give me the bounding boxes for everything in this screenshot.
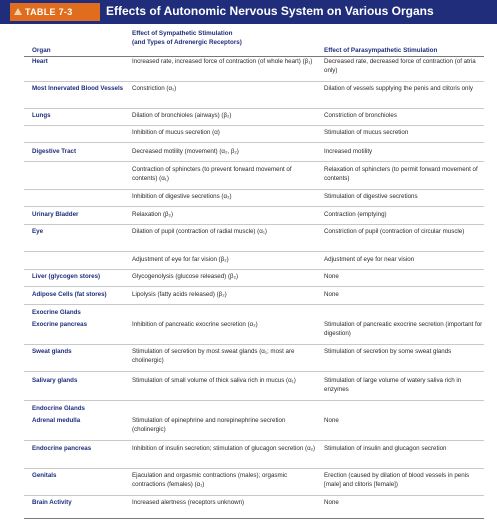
parasympathetic-cell: Stimulation of insulin and glucagon secretion bbox=[324, 445, 447, 452]
sympathetic-cell: Inhibition of digestive secretions (α₂) bbox=[132, 193, 232, 200]
parasympathetic-cell: Increased motility bbox=[324, 148, 373, 155]
table-row bbox=[24, 148, 484, 162]
table-row bbox=[24, 291, 484, 305]
row-divider bbox=[24, 440, 484, 441]
table-row bbox=[24, 273, 484, 287]
sympathetic-cell: Constriction (α₁) bbox=[132, 85, 177, 92]
parasympathetic-cell: None bbox=[324, 417, 339, 424]
table-row bbox=[24, 112, 484, 126]
table-title: Effects of Autonomic Nervous System on Various Organs bbox=[106, 4, 434, 18]
organ-cell: Genitals bbox=[32, 472, 57, 479]
row-divider bbox=[24, 304, 484, 305]
parasympathetic-cell: Decreased rate, decreased force of contraction (of atria only) bbox=[324, 58, 476, 74]
column-header-sympathetic-line1: Effect of Sympathetic Stimulation bbox=[132, 30, 233, 37]
table-row bbox=[24, 417, 484, 441]
table-row bbox=[24, 321, 484, 345]
sympathetic-cell: Decreased motility (movement) (α₂, β₂) bbox=[132, 148, 239, 155]
table-row bbox=[24, 211, 484, 225]
sympathetic-cell: Ejaculation and orgasmic contractions (males); orgasmic contractions (females) (α₁) bbox=[132, 472, 288, 488]
row-divider bbox=[24, 81, 484, 82]
group-heading: Endocrine Glands bbox=[32, 405, 85, 412]
row-divider bbox=[24, 161, 484, 162]
parasympathetic-cell: None bbox=[324, 273, 339, 280]
sympathetic-cell: Lipolysis (fatty acids released) (β₂) bbox=[132, 291, 227, 298]
row-divider bbox=[24, 251, 484, 252]
row-divider bbox=[24, 400, 484, 401]
sympathetic-cell: Stimulation of secretion by most sweat glands (α₁; most are cholinergic) bbox=[132, 348, 295, 364]
sympathetic-cell: Stimulation of small volume of thick saliva rich in mucus (α₁) bbox=[132, 377, 296, 384]
parasympathetic-cell: Adjustment of eye for near vision bbox=[324, 256, 415, 263]
table-row bbox=[24, 58, 484, 82]
row-divider bbox=[24, 468, 484, 469]
sympathetic-cell: Contraction of sphincters (to prevent forward movement of contents) (α₁) bbox=[132, 166, 292, 182]
table-row bbox=[24, 85, 484, 109]
sympathetic-cell: Dilation of pupil (contraction of radial muscle) (α₁) bbox=[132, 228, 267, 235]
row-divider bbox=[24, 286, 484, 287]
triangle-icon bbox=[14, 8, 22, 15]
organ-cell: Sweat glands bbox=[32, 348, 72, 355]
sympathetic-cell: Glycogenolysis (glucose released) (β₂) bbox=[132, 273, 239, 280]
row-divider bbox=[24, 189, 484, 190]
organ-cell: Adrenal medulla bbox=[32, 417, 81, 424]
row-divider bbox=[24, 495, 484, 496]
column-header-sympathetic-line2: (and Types of Adrenergic Receptors) bbox=[132, 38, 242, 46]
organ-cell: Exocrine pancreas bbox=[32, 321, 88, 328]
table-row bbox=[24, 348, 484, 372]
parasympathetic-cell: Dilation of vessels supplying the penis and clitoris only bbox=[324, 85, 473, 92]
header-divider bbox=[24, 56, 484, 57]
row-divider bbox=[24, 224, 484, 225]
table-row bbox=[24, 445, 484, 469]
organ-cell: Urinary Bladder bbox=[32, 211, 79, 218]
group-heading: Exocrine Glands bbox=[32, 309, 81, 316]
table-header-bar bbox=[0, 0, 497, 24]
table-bottom-rule bbox=[24, 518, 484, 519]
organ-cell: Liver (glycogen stores) bbox=[32, 273, 101, 280]
sympathetic-cell: Adjustment of eye for far vision (β₂) bbox=[132, 256, 229, 263]
sympathetic-cell: Inhibition of mucus secretion (α) bbox=[132, 129, 220, 136]
sympathetic-cell: Dilation of bronchioles (airways) (β₂) bbox=[132, 112, 232, 119]
row-divider bbox=[24, 108, 484, 109]
parasympathetic-cell: Relaxation of sphincters (to permit forward movement of contents) bbox=[324, 166, 478, 182]
table-row bbox=[24, 256, 484, 270]
table-row bbox=[24, 193, 484, 207]
table-row bbox=[24, 166, 484, 190]
column-header-parasympathetic: Effect of Parasympathetic Stimulation bbox=[324, 47, 438, 54]
organ-cell: Endocrine pancreas bbox=[32, 445, 92, 452]
organ-cell: Lungs bbox=[32, 112, 51, 119]
organ-cell: Brain Activity bbox=[32, 499, 72, 506]
sympathetic-cell: Inhibition of insulin secretion; stimulation of glucagon secretion (α₂) bbox=[132, 445, 316, 452]
row-divider bbox=[24, 344, 484, 345]
row-divider bbox=[24, 371, 484, 372]
organ-cell: Most Innervated Blood Vessels bbox=[32, 85, 124, 92]
row-divider bbox=[24, 142, 484, 143]
table-row bbox=[24, 228, 484, 252]
parasympathetic-cell: Stimulation of pancreatic exocrine secretion (important for digestion) bbox=[324, 321, 483, 337]
parasympathetic-cell: Stimulation of mucus secretion bbox=[324, 129, 409, 136]
sympathetic-cell: Stimulation of epinephrine and norepinephrine secretion (cholinergic) bbox=[132, 417, 286, 433]
row-divider bbox=[24, 206, 484, 207]
table-row bbox=[24, 499, 484, 513]
parasympathetic-cell: Contraction (emptying) bbox=[324, 211, 387, 218]
column-header-sympathetic bbox=[132, 30, 242, 47]
table-number-badge bbox=[10, 3, 100, 21]
sympathetic-cell: Inhibition of pancreatic exocrine secretion (α₂) bbox=[132, 321, 258, 328]
organ-cell: Salivary glands bbox=[32, 377, 78, 384]
parasympathetic-cell: None bbox=[324, 291, 339, 298]
organ-cell: Heart bbox=[32, 58, 48, 65]
parasympathetic-cell: Constriction of pupil (contraction of circular muscle) bbox=[324, 228, 465, 235]
sympathetic-cell: Relaxation (β₂) bbox=[132, 211, 174, 218]
parasympathetic-cell: None bbox=[324, 499, 339, 506]
table-row bbox=[24, 129, 484, 143]
organ-cell: Eye bbox=[32, 228, 44, 235]
column-header-organ: Organ bbox=[32, 47, 51, 54]
parasympathetic-cell: Constriction of bronchioles bbox=[324, 112, 397, 119]
sympathetic-cell: Increased alertness (receptors unknown) bbox=[132, 499, 245, 506]
parasympathetic-cell: Stimulation of secretion by some sweat glands bbox=[324, 348, 452, 355]
table-number-label: TABLE 7-3 bbox=[25, 7, 73, 17]
parasympathetic-cell: Erection (caused by dilation of blood vessels in penis [male] and clitoris [female]) bbox=[324, 472, 470, 488]
row-divider bbox=[24, 269, 484, 270]
row-divider bbox=[24, 125, 484, 126]
parasympathetic-cell: Stimulation of digestive secretions bbox=[324, 193, 418, 200]
table-row bbox=[24, 472, 484, 496]
sympathetic-cell: Increased rate, increased force of contraction (of whole heart) (β₁) bbox=[132, 58, 313, 65]
parasympathetic-cell: Stimulation of large volume of watery saliva rich in enzymes bbox=[324, 377, 462, 393]
organ-cell: Digestive Tract bbox=[32, 148, 77, 155]
table-row bbox=[24, 377, 484, 401]
organ-cell: Adipose Cells (fat stores) bbox=[32, 291, 107, 298]
